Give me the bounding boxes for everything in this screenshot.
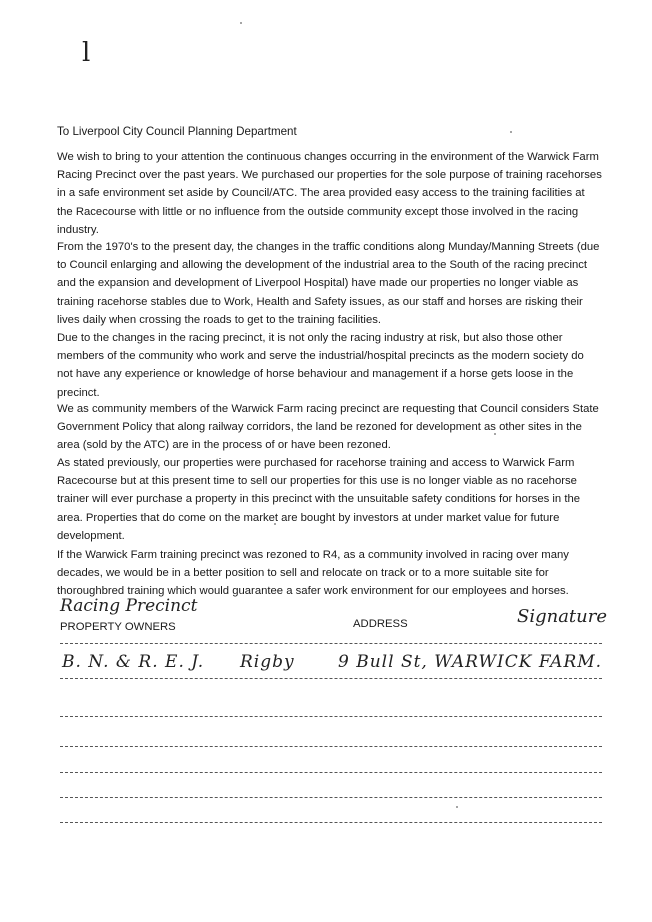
signature-row-line xyxy=(60,772,602,773)
recipient-line: To Liverpool City Council Planning Department xyxy=(57,125,297,138)
scan-speck xyxy=(240,22,242,24)
signature-row-line xyxy=(60,678,602,679)
paragraph-traffic: From the 1970's to the present day, the changes in the traffic conditions along Munday/Manning Streets (due to Council enlarging and allowing the development of the industrial area to the South of the racing precinct and the expansion and development of Liverpool Hospital) have made our properties no longer viable as training racehorse stables due to Work, Health and Safety issues, as our staff and horses are risking their lives daily when crossing the roads to get to the training facilities. xyxy=(57,241,600,326)
signature-row-line xyxy=(60,716,602,717)
entry-surname: Rigby xyxy=(240,652,295,672)
handwritten-signature-heading: Signature xyxy=(517,606,608,627)
signature-row-line xyxy=(60,643,602,644)
signature-row-line xyxy=(60,797,602,798)
stray-pen-mark: l xyxy=(82,38,91,68)
entry-owners: B. N. & R. E. J. xyxy=(62,652,205,672)
paragraph-community: Due to the changes in the racing precinct, it is not only the racing industry at risk, but also those other members of the community who work and serve the industrial/hospital precincts as the modern society do not have any experience or knowledge of horse behaviour and management if a horse gets loose in the precinct. xyxy=(57,332,584,399)
paragraph-request: We as community members of the Warwick Farm racing precinct are requesting that Council considers State Government Policy that along railway corridors, the land be rezoned for development as other sites in the area (sold by the ATC) are in the process of or have been rezoned. xyxy=(57,403,599,452)
column-address: ADDRESS xyxy=(353,618,408,630)
signature-row-line xyxy=(60,746,602,747)
entry-address: 9 Bull St, WARWICK FARM. xyxy=(338,652,603,672)
signature-row-line xyxy=(60,822,602,823)
column-property-owners: PROPERTY OWNERS xyxy=(60,621,176,633)
paragraph-viability: As stated previously, our properties were purchased for racehorse training and access to Warwick Farm Racecourse but at this present time to sell our properties for this use is no longer viable as no racehorse trainer will ever purchase a property in this precinct with the unsuitable safety conditions for horses in the area. Properties that do come on the market are bought by investors at under market value for future development. xyxy=(57,457,581,542)
scan-speck xyxy=(456,806,458,808)
paragraph-rezoning: If the Warwick Farm training precinct was rezoned to R4, as a community involved in racing over many decades, we would be in a better position to sell and relocate on track or to a more suitable site for thoroughbred training which would guarantee a safer work environment for our employees and horses. xyxy=(57,549,569,598)
paragraph-intro: We wish to bring to your attention the continuous changes occurring in the environment of the Warwick Farm Racing Precinct over the past years. We purchased our properties for the sole purpose of training racehorses in a safe environment set aside by Council/ATC. The area provided easy access to the training facilities at the Racecourse with little or no influence from the outside community except those involved in the racing industry. xyxy=(57,151,602,236)
handwritten-heading: Racing Precinct xyxy=(60,596,198,616)
scan-speck xyxy=(510,131,512,133)
